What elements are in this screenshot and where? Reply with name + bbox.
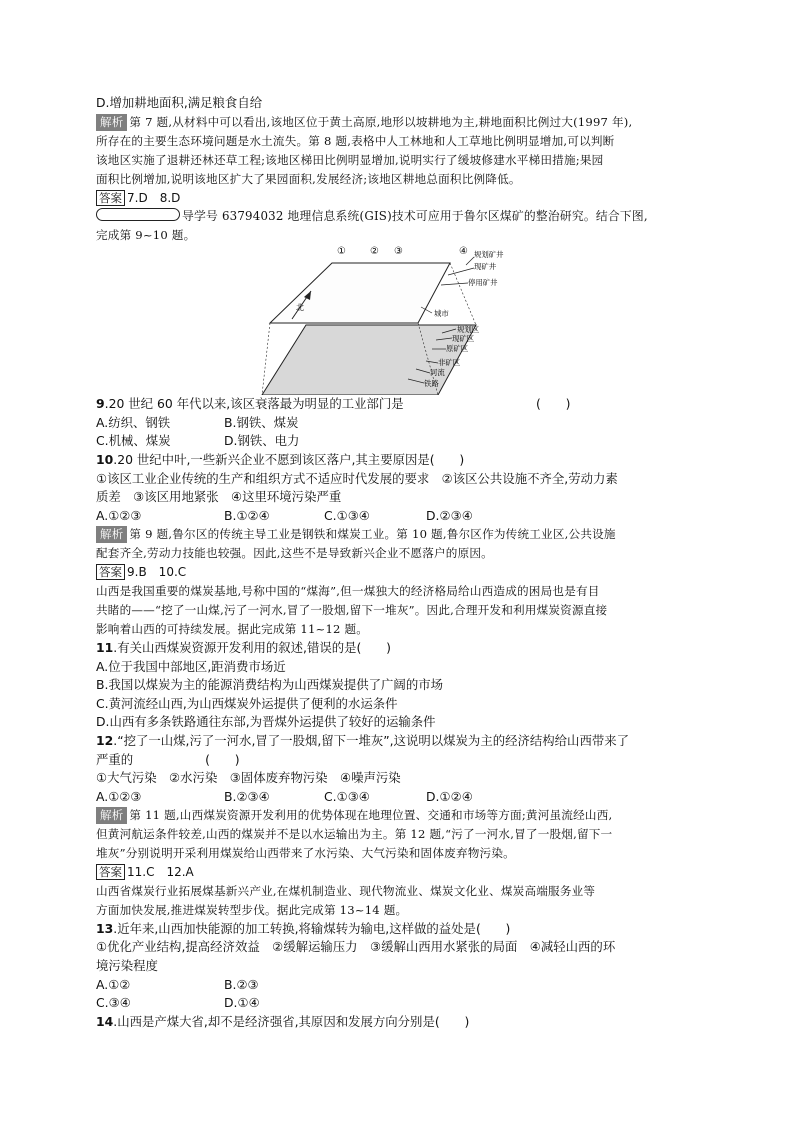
legend-former-area: 原矿区: [446, 344, 469, 354]
q12-option-a: A.①②③: [96, 788, 142, 804]
q8-option-d: D.增加耕地面积,满足粮食自给: [96, 95, 263, 110]
q9-stem: .20 世纪 60 年代以来,该区衰落最为明显的工业部门是: [104, 396, 404, 412]
q12-number: 12: [96, 732, 114, 748]
explanation-line: 配套齐全,劳动力技能也较强。因此,这些不是导致新兴企业不愿落户的原因。: [96, 546, 493, 561]
question-9: [96, 395, 706, 451]
intro-line: 方面加快发展,推进煤炭转型步伐。据此完成第 13~14 题。: [96, 902, 408, 917]
explanation-11-12: [96, 806, 706, 863]
answer-text: 9.B 10.C: [127, 565, 187, 580]
answer-tag: 答案: [96, 190, 125, 206]
explanation-line: 第 9 题,鲁尔区的传统主导工业是钢铁和煤炭工业。第 10 题,鲁尔区作为传统工业区,公共设施: [129, 527, 616, 542]
explanation-line: 第 11 题,山西煤炭资源开发利用的优势体现在地理位置、交通和市场等方面;黄河虽流经山西,: [129, 808, 613, 823]
q13-option-a: A.①②: [96, 976, 131, 992]
ruhr-gis-figure: [96, 245, 706, 395]
legend-city: 城市: [434, 309, 449, 319]
intro-line: 山西是我国重要的煤炭基地,号称中国的“煤海”,但一煤独大的经济格局给山西造成的困局也是有目: [96, 583, 600, 598]
q13-number: 13: [96, 920, 114, 936]
q10-option-a: A.①②③: [96, 507, 142, 523]
q13-statements-cont: 境污染程度: [96, 958, 158, 974]
answer-tag: 答案: [96, 864, 125, 880]
q12-stem: .“挖了一山煤,污了一河水,冒了一股烟,留下一堆灰”,这说明以煤炭为主的经济结构给山西带来了: [113, 732, 630, 748]
q10-option-c: C.①③④: [324, 507, 370, 523]
question-14: [96, 1013, 706, 1032]
q10-option-d: D.②③④: [426, 507, 473, 523]
figure-num-1: ①: [337, 246, 346, 258]
q12-option-c: C.①③④: [324, 788, 370, 804]
q12-stem-cont: 严重的: [96, 751, 134, 767]
explanation-7-8: [96, 113, 706, 189]
q10-stem: .20 世纪中叶,一些新兴企业不愿到该区落户,其主要原因是( ): [113, 451, 465, 467]
intro-line: 共睹的——“挖了一山煤,污了一河水,冒了一股烟,留下一堆灰”。因此,合理开发和利用煤炭资源直接: [96, 602, 608, 617]
q9-paren: ( ): [536, 396, 571, 412]
question-12: [96, 732, 706, 806]
answer-11-12: [96, 863, 706, 882]
q10-option-b: B.①②④: [224, 507, 270, 523]
north-label: 北: [296, 303, 304, 313]
explanation-line: 面积比例增加,说明该地区扩大了果园面积,发展经济;该地区耕地总面积比例降低。: [96, 171, 521, 186]
figure-num-4: ④: [459, 246, 468, 258]
explanation-9-10: [96, 525, 706, 563]
q9-option-b: B.钢铁、煤炭: [224, 414, 299, 430]
q12-option-d: D.①②④: [426, 788, 473, 804]
intro-13-14: [96, 882, 706, 920]
intro-line: 完成第 9~10 题。: [96, 228, 196, 243]
legend-planned-mine: 规划矿井: [474, 250, 504, 260]
answer-7-8: [96, 189, 706, 208]
q13-stem: .近年来,山西加快能源的加工转换,将输煤转为输电,这样做的益处是( ): [113, 920, 511, 936]
answer-9-10: [96, 563, 706, 582]
layered-map-svg: [96, 245, 706, 395]
figure-num-3: ③: [394, 246, 403, 258]
q10-statements: ①该区工业企业传统的生产和组织方式不适应时代发展的要求 ②该区公共设施不齐全,劳动力素: [96, 470, 618, 486]
q12-option-b: B.②③④: [224, 788, 270, 804]
question-13: [96, 920, 706, 1013]
explanation-line: 所存在的主要生态环境问题是水土流失。第 8 题,表格中人工林地和人工草地比例明显增加,可以判断: [96, 133, 615, 148]
q13-option-b: B.②③: [224, 976, 259, 992]
q13-statements: ①优化产业结构,提高经济效益 ②缓解运输压力 ③缓解山西用水紧张的局面 ④减轻山西的环: [96, 939, 616, 955]
question-10: [96, 451, 706, 525]
q9-option-d: D.钢铁、电力: [224, 433, 300, 449]
q10-number: 10: [96, 451, 114, 467]
q12-paren: ( ): [205, 751, 240, 767]
legend-current-area: 现矿区: [452, 334, 475, 344]
explanation-line: 堆灰”分别说明开采利用煤炭给山西带来了水污染、大气污染和固体废弃物污染。: [96, 846, 515, 861]
legend-planned-area: 规划区: [457, 325, 480, 335]
q11-option-d: D.山西有多条铁路通往东部,为晋煤外运提供了较好的运输条件: [96, 714, 436, 730]
q11-number: 11: [96, 639, 114, 655]
explanation-line: 第 7 题,从材料中可以看出,该地区位于黄土高原,地形以坡耕地为主,耕地面积比例过大(1997 年),: [129, 114, 633, 129]
answer-tag: 答案: [96, 564, 125, 580]
question-11: [96, 639, 706, 732]
explanation-tag: 解析: [96, 114, 127, 131]
q13-option-c: C.③④: [96, 995, 131, 1011]
explanation-tag: 解析: [96, 526, 127, 543]
legend-closed-mine: 停用矿井: [468, 278, 498, 288]
page: [96, 94, 706, 1031]
intro-11-12: [96, 582, 706, 639]
explanation-line: 但黄河航运条件较差,山西的煤炭并不是以水运输出为主。第 12 题,“污了一河水,冒了一股烟,留下一: [96, 827, 613, 842]
q11-option-a: A.位于我国中部地区,距消费市场近: [96, 658, 286, 674]
figure-num-2: ②: [370, 246, 379, 258]
q9-option-a: A.纺织、钢铁: [96, 414, 171, 430]
q9-option-c: C.机械、煤炭: [96, 433, 171, 449]
q14-number: 14: [96, 1013, 114, 1029]
q9-number: 9: [96, 396, 105, 412]
explanation-tag: 解析: [96, 807, 127, 824]
legend-non-mining-area: 非矿区: [438, 358, 461, 368]
legend-current-mine: 现矿井: [474, 262, 497, 272]
answer-text: 11.C 12.A: [127, 865, 194, 880]
intro-line: 山西省煤炭行业拓展煤基新兴产业,在煤机制造业、现代物流业、煤炭文化业、煤炭高端服务业等: [96, 883, 596, 898]
q10-statements-cont: 质差 ③该区用地紧张 ④这里环境污染严重: [96, 489, 342, 505]
legend-river: 河流: [430, 368, 445, 378]
top-layer: [270, 263, 450, 323]
q13-option-d: D.①④: [224, 995, 260, 1011]
guide-pill-icon: [96, 208, 180, 221]
intro-line: 导学号 63794032 地理信息系统(GIS)技术可应用于鲁尔区煤矿的整治研究。结合下图,: [182, 209, 648, 224]
intro-9-10: [96, 207, 706, 226]
q11-stem: .有关山西煤炭资源开发利用的叙述,错误的是( ): [113, 639, 391, 655]
q14-stem: .山西是产煤大省,却不是经济强省,其原因和发展方向分别是( ): [113, 1013, 470, 1029]
q11-option-c: C.黄河流经山西,为山西煤炭外运提供了便利的水运条件: [96, 695, 398, 711]
answer-text: 7.D 8.D: [127, 190, 181, 205]
explanation-line: 该地区实施了退耕还林还草工程;该地区梯田比例明显增加,说明实行了缓坡修建水平梯田措施;果园: [96, 152, 604, 167]
q12-statements: ①大气污染 ②水污染 ③固体废弃物污染 ④噪声污染: [96, 770, 401, 786]
q11-option-b: B.我国以煤炭为主的能源消费结构为山西煤炭提供了广阔的市场: [96, 677, 443, 693]
legend-railway: 铁路: [424, 379, 439, 389]
intro-line: 影响着山西的可持续发展。据此完成第 11~12 题。: [96, 621, 369, 636]
